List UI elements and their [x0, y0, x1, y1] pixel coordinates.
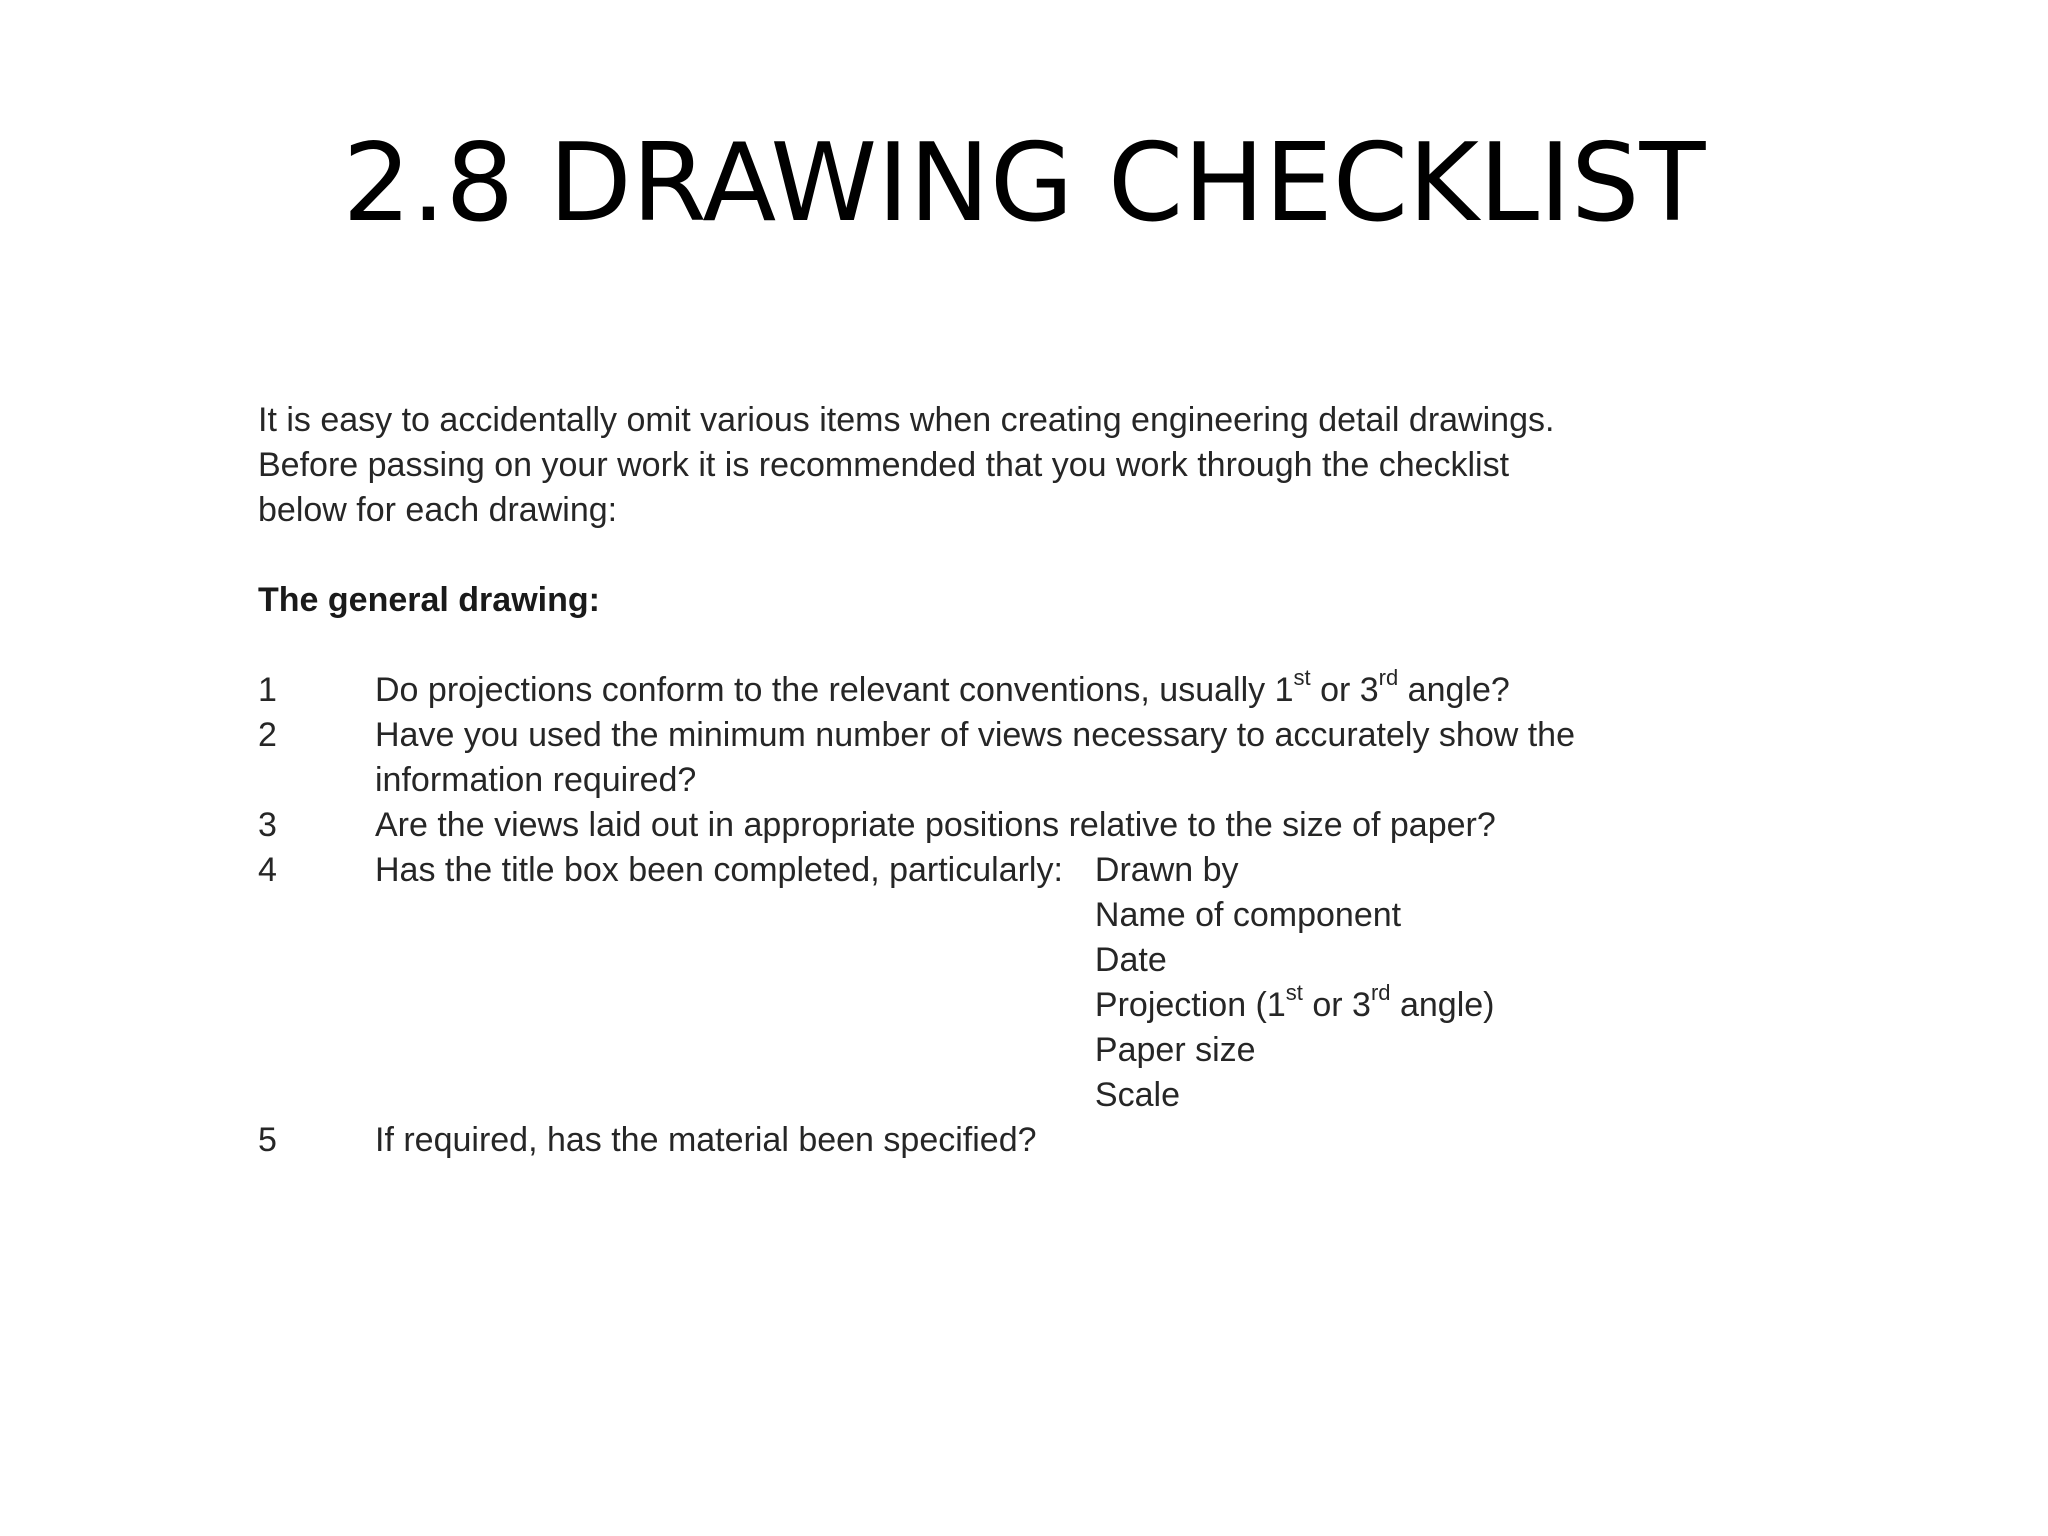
- item-text: Do projections conform to the relevant conventions, usually 1st or 3rd angle?: [375, 664, 1510, 709]
- sublist-item-drawn-by: Drawn by: [1094, 851, 1239, 889]
- intro-line-3: below for each drawing:: [258, 491, 618, 529]
- item-number: 4: [258, 851, 277, 889]
- item-text: If required, has the material been specified?: [375, 1121, 1037, 1159]
- checklist-item-3: [258, 803, 1818, 848]
- sublist-item-projection: Projection (1st or 3rd angle): [1094, 979, 1495, 1024]
- section-heading: The general drawing:: [258, 581, 600, 619]
- intro-line-1: It is easy to accidentally omit various items when creating engineering detail drawings.: [258, 401, 1555, 439]
- checklist-item-1: [258, 664, 1818, 713]
- item-text-line-1: Have you used the minimum number of views necessary to accurately show the: [375, 716, 1575, 754]
- sublist-item-scale: Scale: [1094, 1076, 1180, 1114]
- checklist: [258, 664, 1818, 1163]
- item-text: Has the title box been completed, particularly:: [375, 851, 1063, 889]
- intro-paragraph: [258, 398, 1818, 533]
- checklist-item-2: [258, 713, 1818, 803]
- sublist-item-name: Name of component: [1094, 896, 1402, 934]
- title-box-sublist: [1095, 848, 1495, 1118]
- item-number: 1: [258, 671, 277, 709]
- item-text: Are the views laid out in appropriate positions relative to the size of paper?: [375, 806, 1496, 844]
- item-number: 5: [258, 1121, 277, 1159]
- checklist-item-5: [258, 1118, 1818, 1163]
- item-number: 3: [258, 806, 277, 844]
- sublist-item-date: Date: [1094, 941, 1167, 979]
- sublist-item-paper-size: Paper size: [1094, 1031, 1256, 1069]
- item-text: [375, 713, 1575, 803]
- item-text-line-2: information required?: [375, 761, 697, 799]
- intro-line-2: Before passing on your work it is recommended that you work through the checklist: [258, 446, 1510, 484]
- item-number: 2: [258, 716, 277, 754]
- slide-title: 2.8 DRAWING CHECKLIST: [342, 121, 1706, 246]
- checklist-document: [258, 398, 1818, 1163]
- checklist-item-4: [258, 848, 1818, 1118]
